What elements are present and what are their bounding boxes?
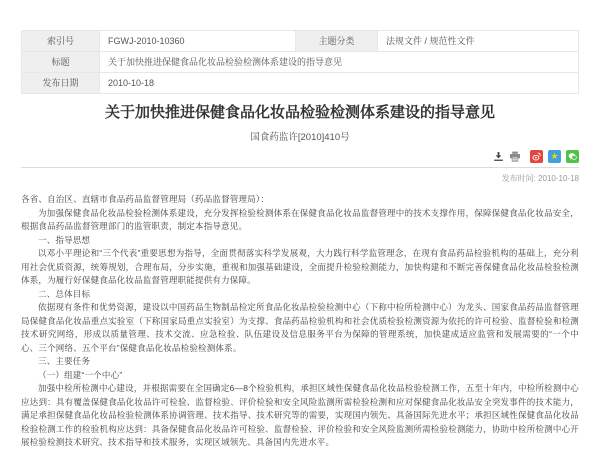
weibo-share-icon[interactable] [530,150,543,163]
info-row-index-category [22,31,579,52]
section-heading-2: 二、总体目标 [38,288,91,299]
share-toolbar [21,150,579,163]
print-icon[interactable] [509,151,521,162]
info-row-date [22,73,579,94]
paragraph-section-2: 依据现有条件和优势资源，建设以中国药品生物制品检定所食品化妆品检验检测中心（下称中检所检测中心）为龙头、国家食品药品监督管理局保健食品化妆品重点实验室（下称国家局重点实验室）为支撑、食品药品检验机构和社会优质检验检测资源为依托的许可检验、监督检验和检测技术研究网络，形成以质量管理、技术交流、应急检验、队伍建设及信息服务平台为保障的管理系统，加快建成适应监管和发展需要的“一个中心、三个网络、五个平台”保健食品化妆品检验检测体系。 [21,302,579,353]
section-heading-1: 一、指导思想 [38,234,91,245]
info-value-index: FGWJ-2010-10360 [100,31,296,52]
section-heading-3: 三、主要任务 [38,356,91,366]
info-label-date: 发布日期 [22,73,100,94]
divider [21,167,579,168]
paragraph-intro: 为加强保健食品化妆品检验检测体系建设，充分发挥检验检测体系在保健食品化妆品监督管理中的技术支撑作用，保障保健食品化妆品安全，根据食品药品监督管理部门的监管职责，制定本指导意见。 [21,207,579,231]
qzone-share-icon[interactable]: ★ [548,150,561,163]
paragraph-section-3: 加强中检所检测中心建设，并根据需要在全国确定6—8个检验机构，承担区域性保健食品化妆品检验检测工作，五至十年内，中检所检测中心应达到：具有覆盖保健食品化妆品许可检验、监督检验、评价检验和安全风险监测所需检验检测和应对保健食品化妆品安全突发事件的技术能力，满足承担保健食品化妆品检验检测体系协调管理、技术指导、技术研究等的需要，实现国内领先、具备国际先进水平；承担区域性保健食品化妆品检验检测工作的检验机构应达到：具备保健食品化妆品许可检验、监督检验、评价检验和安全风险监测所需检验检测能力，协助中检所检测中心开展检验检测技术研究、技术指导和技术服务，实现区域领先、具备国内先进水平。 [21,383,579,447]
info-label-category: 主题分类 [296,31,378,52]
info-value-category: 法规文件 / 规范性文件 [378,31,579,52]
info-value-date: 2010-10-18 [100,73,579,94]
publish-time [21,173,579,184]
publish-time-value: 2010-10-18 [538,174,579,183]
paragraph-salutation: 各省、自治区、直辖市食品药品监督管理局（药品监督管理局）： [21,194,270,204]
info-label-title: 标题 [22,52,100,73]
info-label-index: 索引号 [22,31,100,52]
page-title: 关于加快推进保健食品化妆品检验检测体系建设的指导意见 [104,104,495,121]
wechat-share-icon[interactable] [566,150,579,163]
document-info-table [21,30,579,94]
info-row-title [22,52,579,73]
download-icon[interactable] [493,151,504,162]
paragraph-section-1: 以邓小平理论和“三个代表”重要思想为指导，全面贯彻落实科学发展观，大力践行科学监管理念，在现有食品药品检验机构的基础上，充分利用社会优质资源，统筹规划，合理布局，分步实施，重视和加强基础建设，全面提升检验检测能力，加快构建和不断完善保健食品化妆品检验检测体系，为履行好保健食品化妆品监督管理职能提供有力保障。 [21,248,579,285]
subsection-heading-3-1: （一）组建“一个中心” [38,369,123,380]
info-value-title: 关于加快推进保健食品化妆品检验检测体系建设的指导意见 [100,52,579,73]
publish-time-label: 发布时间: [501,174,536,183]
doc-number: 国食药监许[2010]410号 [250,132,350,143]
document-body [21,193,579,450]
